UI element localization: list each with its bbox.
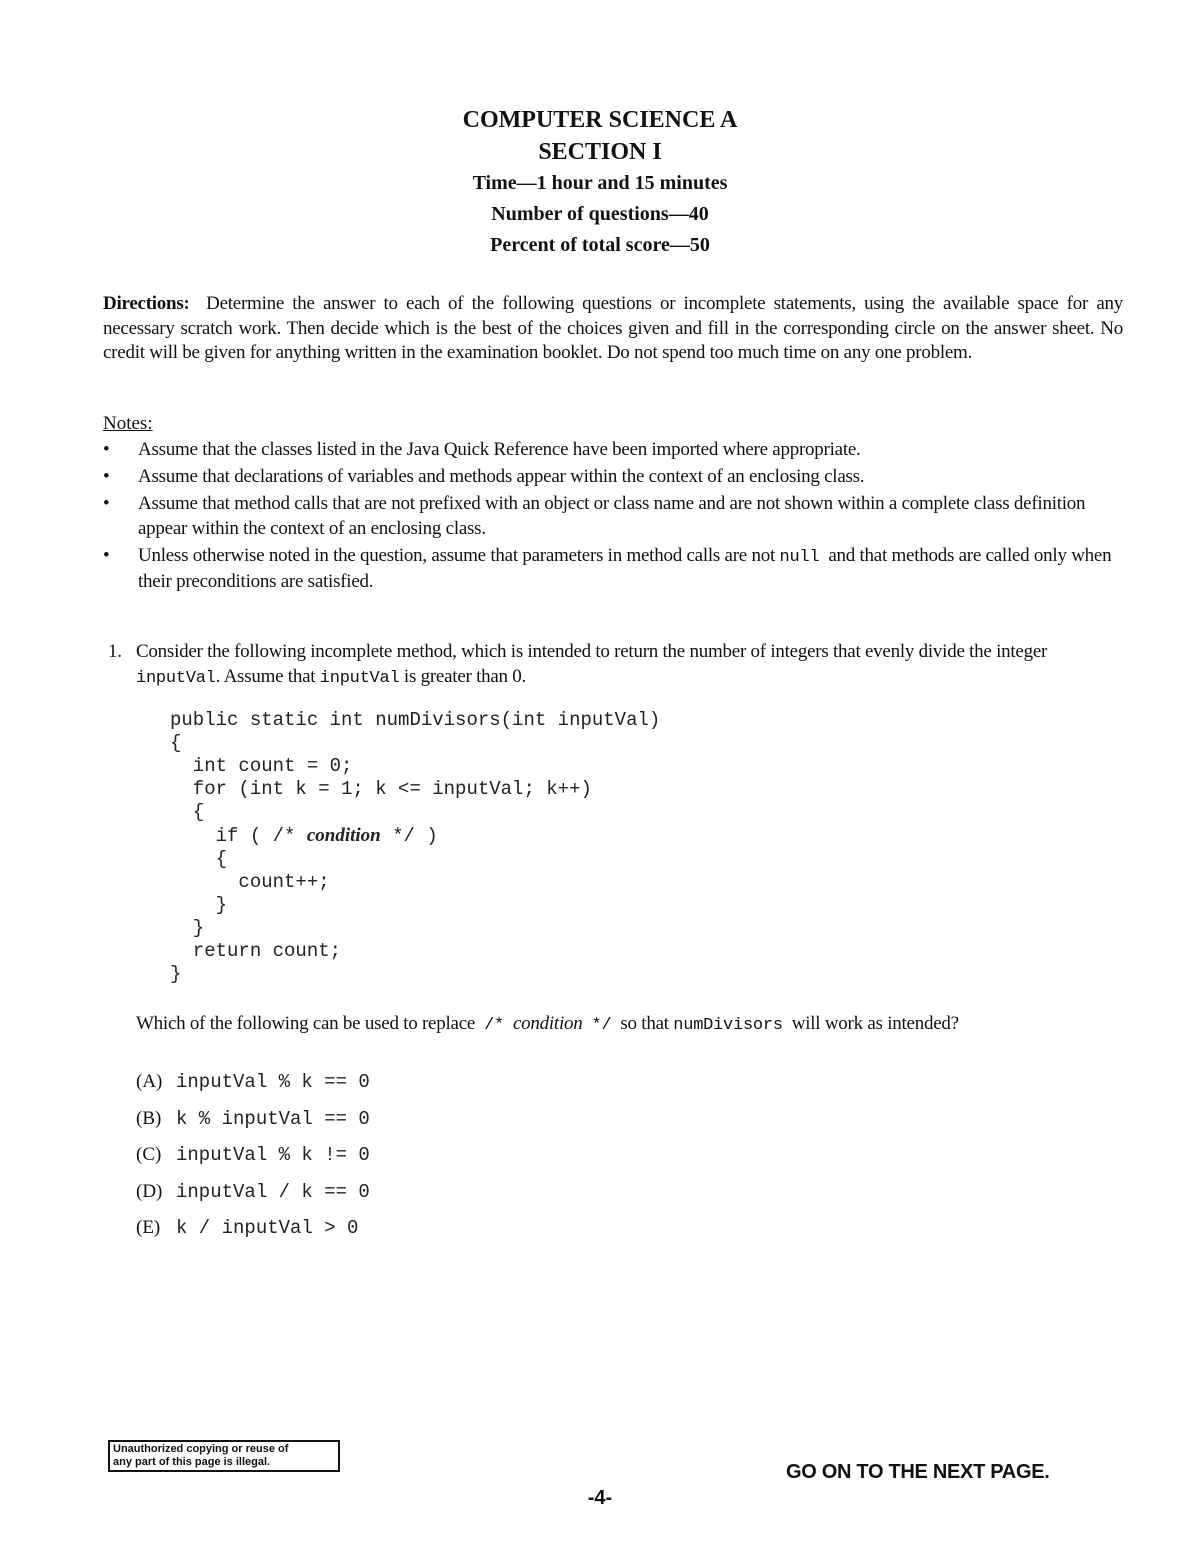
bullet-icon: • [103,439,110,460]
score-percent: Percent of total score—50 [490,234,710,256]
section-title: SECTION I [538,139,662,165]
note-item: • Unless otherwise noted in the question, assume that parameters in method calls are not null and that methods are called only when their preconditions are satisfied. [103,544,1112,592]
note-item: • Assume that declarations of variables and methods appear within the context of an enclosing class. [103,465,1123,490]
note-item: • Assume that method calls that are not prefixed with an object or class name and are not shown within a complete class definition appear within the context of an enclosing class. [103,493,1086,539]
bullet-icon: • [103,493,110,514]
choice-b: (B) k % inputVal == 0 [136,1107,370,1130]
bullet-icon: • [103,544,110,566]
question-1 [108,640,1123,691]
notes-list [103,438,1123,597]
inline-code: null [779,547,820,567]
note-item: • Assume that the classes listed in the Java Quick Reference have been imported where appropriate. [103,438,1123,463]
directions-label: Directions: [103,293,190,314]
choice-c: (C) inputVal % k != 0 [136,1144,370,1166]
question-number: 1. [108,641,122,662]
directions-text: Determine the answer to each of the following questions or incomplete statements, using the available space for any necessary scratch work. Then decide which is the best of the choices given and fill in the corresponding circle on the answer sheet. No credit will be given for anything written in the examination booklet. Do not spend too much time on any one problem. [103,293,1124,363]
section-header [0,104,1200,261]
notes-title: Notes: [103,413,153,434]
bullet-icon: • [103,466,110,487]
question-stem: Consider the following incomplete method, which is intended to return the number of integers that evenly divide the integer inputVal. Assume that inputVal is greater than 0. [136,641,1048,688]
inline-code: inputVal [319,668,400,688]
inline-code: inputVal [136,668,216,688]
copyright-notice: Unauthorized copying or reuse of any part of this page is illegal. [108,1440,340,1472]
question-count: Number of questions—40 [491,203,709,225]
next-page-notice: GO ON TO THE NEXT PAGE. [786,1461,1050,1483]
question-prompt: Which of the following can be used to replace /* condition */ so that numDivisors will work as intended? [136,1013,959,1035]
condition-placeholder: condition [306,825,381,846]
page-number: -4- [587,1487,613,1509]
code-block: public static int numDivisors(int inputVal) { int count = 0; for (int k = 1; k <= inputVal; k++) { if ( /* condition */ ) { count++; } } return count; } [170,709,661,985]
choice-a: (A) inputVal % k == 0 [136,1071,370,1093]
directions [103,292,1123,366]
exam-title: COMPUTER SCIENCE A [462,107,738,133]
choice-d: (D) inputVal / k == 0 [136,1180,370,1203]
choice-e: (E) k / inputVal > 0 [136,1217,359,1239]
answer-choices [136,1070,370,1253]
time-limit: Time—1 hour and 15 minutes [472,172,728,194]
